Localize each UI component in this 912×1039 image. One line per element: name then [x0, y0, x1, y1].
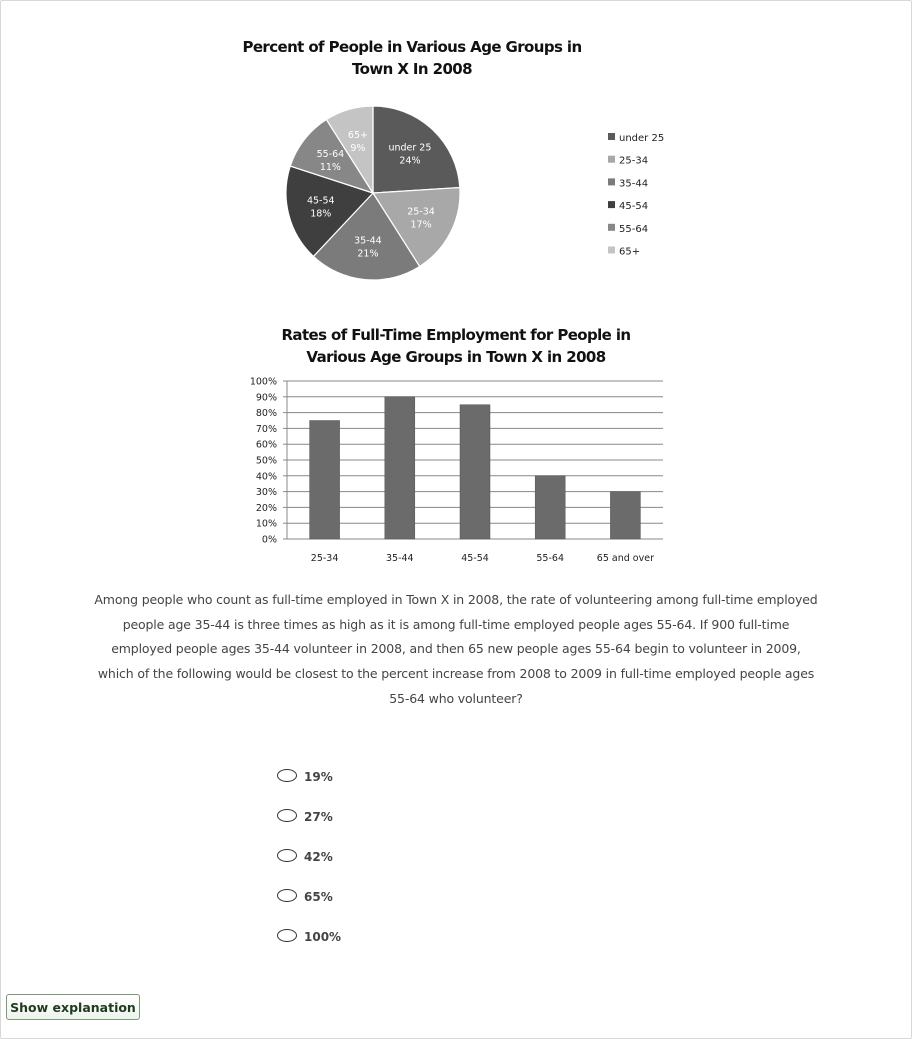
pie-chart: [0, 0, 912, 300]
radio-button[interactable]: [277, 769, 297, 782]
legend-swatch: [608, 178, 615, 185]
pie-slice-percent-label: 24%: [399, 155, 421, 167]
pie-slice-percent-label: 17%: [410, 219, 432, 231]
y-tick-label: 30%: [255, 487, 277, 499]
bar-chart-title-line-1: Rates of Full-Time Employment for People in: [281, 326, 631, 344]
question-line: which of the following would be closest to the percent increase from 2008 to 2009 in full-time employed people ages: [97, 666, 815, 682]
bar-chart-title-line-2: Various Age Groups in Town X in 2008: [306, 348, 606, 366]
question-text: [80, 588, 832, 712]
question-line: people age 35-44 is three times as high as it is among full-time employed people ages 55-64. If 900 full-time: [122, 616, 790, 632]
bar-25-34: [310, 421, 340, 540]
answer-choice-label: 42%: [304, 850, 333, 864]
x-tick-label: 35-44: [385, 553, 414, 564]
legend-label: 25-34: [619, 155, 649, 167]
question-line: 55-64 who volunteer?: [389, 690, 523, 706]
answer-choice-label: 100%: [304, 930, 342, 944]
answer-choice-label: 19%: [304, 770, 333, 784]
pie-slice-percent-label: 18%: [310, 208, 332, 220]
answer-choice-e[interactable]: [277, 917, 477, 957]
y-tick-label: 10%: [255, 518, 277, 530]
answer-choice-label: 65%: [304, 890, 333, 904]
x-tick-label: 55-64: [536, 553, 565, 564]
pie-slice-percent-label: 9%: [350, 143, 366, 155]
pie-slice-category-label: 25-34: [407, 206, 435, 218]
answer-choice-label: 27%: [304, 810, 333, 824]
y-tick-label: 90%: [255, 392, 277, 404]
radio-button[interactable]: [277, 929, 297, 942]
legend-label: 65+: [619, 246, 641, 258]
x-tick-label: 65 and over: [596, 553, 654, 564]
pie-chart-title-line-2: Town X In 2008: [352, 60, 472, 78]
show-explanation-button[interactable]: Show explanation: [6, 994, 140, 1020]
pie-slice-category-label: 45-54: [306, 195, 335, 207]
radio-button[interactable]: [277, 849, 297, 862]
x-tick-label: 45-54: [461, 553, 489, 564]
bar-35-44: [385, 397, 415, 539]
answer-choice-b[interactable]: [277, 797, 477, 837]
answer-choice-c[interactable]: [277, 837, 477, 877]
legend-label: under 25: [619, 133, 665, 144]
legend-label: 55-64: [619, 223, 649, 235]
answer-choice-d[interactable]: [277, 877, 477, 917]
legend-swatch: [608, 247, 615, 254]
pie-slice-category-label: 65+: [347, 130, 368, 142]
bar-chart-title: [256, 324, 656, 368]
legend-swatch: [608, 224, 615, 231]
answer-choice-a[interactable]: [277, 757, 477, 797]
bar-55-64: [535, 476, 565, 539]
legend-swatch: [608, 156, 615, 163]
pie-slice-percent-label: 11%: [319, 161, 341, 173]
answer-choices: [277, 757, 477, 957]
legend-label: 35-44: [619, 178, 649, 190]
legend-label: 45-54: [619, 201, 649, 213]
y-tick-label: 70%: [255, 423, 277, 435]
y-tick-label: 20%: [255, 502, 277, 514]
y-tick-label: 0%: [261, 534, 277, 546]
legend-swatch: [608, 201, 615, 208]
pie-chart-title-line-1: Percent of People in Various Age Groups in: [242, 38, 582, 56]
question-line: employed people ages 35-44 volunteer in 2008, and then 65 new people ages 55-64 begin to volunteer in 2009,: [111, 641, 801, 657]
bar-chart: [0, 370, 912, 575]
pie-slice-category-label: under 25: [388, 142, 432, 154]
y-tick-label: 60%: [255, 439, 277, 451]
bar-45-54: [460, 405, 490, 539]
y-tick-label: 50%: [255, 455, 277, 467]
bar-65-and-over: [610, 492, 640, 539]
x-tick-label: 25-34: [310, 553, 339, 564]
pie-slice-percent-label: 21%: [357, 248, 379, 260]
pie-slice-category-label: 55-64: [316, 148, 345, 160]
radio-button[interactable]: [277, 809, 297, 822]
y-tick-label: 40%: [255, 471, 277, 483]
y-tick-label: 100%: [249, 376, 277, 388]
legend-swatch: [608, 133, 615, 140]
question-line: Among people who count as full-time employed in Town X in 2008, the rate of volunteering among full-time employed: [94, 592, 818, 607]
y-tick-label: 80%: [255, 408, 277, 420]
pie-slice-category-label: 35-44: [354, 235, 382, 247]
radio-button[interactable]: [277, 889, 297, 902]
